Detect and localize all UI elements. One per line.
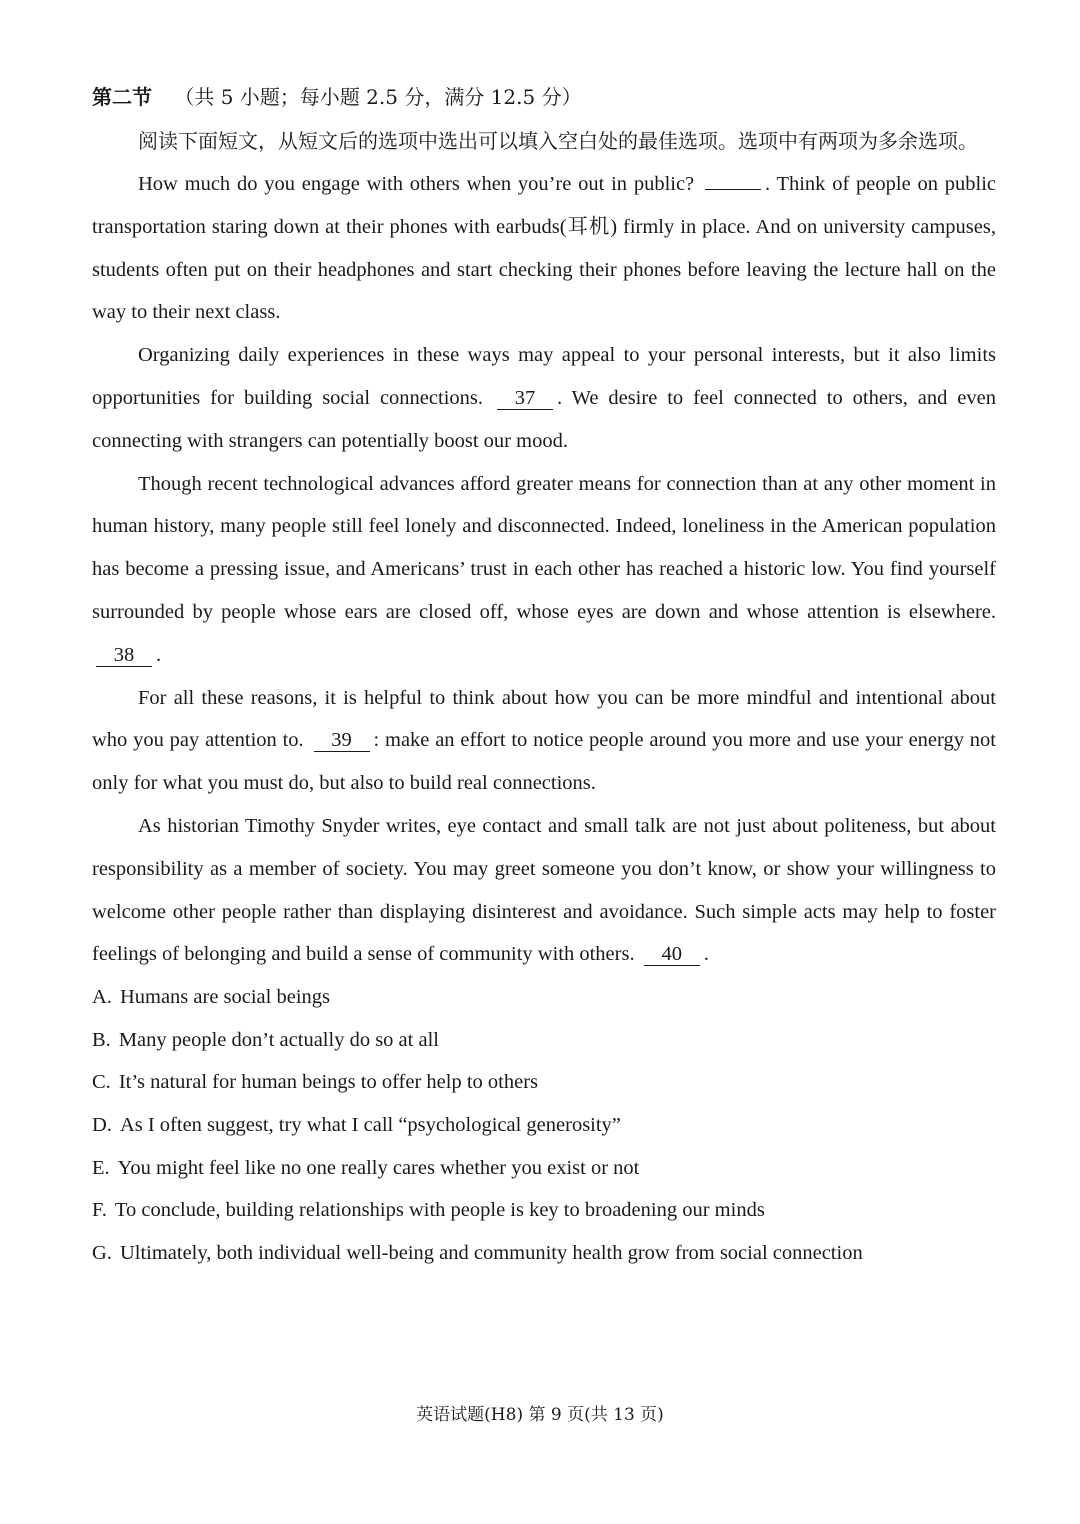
option-a [92, 976, 996, 1019]
option-e [92, 1147, 996, 1190]
blank-39: 39 [314, 729, 370, 752]
passage-paragraph-4 [92, 677, 996, 805]
option-text: You might feel like no one really cares whether you exist or not [117, 1156, 640, 1179]
option-text: Many people don’t actually do so at all [118, 1028, 439, 1051]
paragraph-5-text-before: As historian Timothy Snyder writes, eye contact and small talk are not just about politeness, but about responsibility as a member of society. You may greet someone you don’t know, or show your willingness to welcome other people rather than displaying disinterest and avoidance. Such simple acts may help to foster feelings of belonging and build a sense of community with others. [92, 814, 996, 966]
blank-37: 37 [497, 387, 553, 410]
passage-paragraph-3 [92, 463, 996, 677]
section-header [92, 80, 996, 114]
option-g [92, 1232, 996, 1275]
paragraph-3-text-before: Though recent technological advances afford greater means for connection than at any other moment in human history, many people still feel lonely and disconnected. Indeed, loneliness in the American population has become a pressing issue, and Americans’ trust in each other has reached a historic low. You find yourself surrounded by people whose ears are closed off, whose eyes are down and whose attention is elsewhere. [92, 472, 996, 623]
option-text: Ultimately, both individual well-being and community health grow from social connection [119, 1241, 863, 1264]
blank-40: 40 [644, 943, 700, 966]
passage-paragraph-1 [92, 163, 996, 334]
paragraph-2-text-after: . We desire to feel connected to others, and even connecting with strangers can potentially boost our mood. [92, 386, 997, 452]
option-f [92, 1189, 996, 1232]
paragraph-3-text-after: . [156, 643, 162, 666]
paragraph-5-text-after: . [703, 943, 709, 966]
option-letter: C. [92, 1071, 111, 1094]
paragraph-4-text-after: : make an effort to notice people around you more and use your energy not only for what you must do, but also to build real connections. [92, 729, 996, 795]
passage-paragraph-2 [92, 334, 996, 462]
passage-paragraph-5 [92, 805, 996, 976]
option-d [92, 1104, 996, 1147]
option-letter: A. [92, 986, 112, 1009]
option-b [92, 1019, 996, 1062]
option-letter: G. [92, 1241, 112, 1264]
blank-36 [705, 189, 761, 190]
paragraph-1-text-after: . Think of people on public transportation staring down at their phones with earbuds(耳机) firmly in place. And on university campuses, students often put on their headphones and start checking their phones before leaving the lecture hall on the way to their next class. [92, 173, 996, 324]
exam-page [92, 80, 996, 1274]
option-text: Humans are social beings [119, 986, 331, 1009]
option-letter: E. [92, 1156, 110, 1179]
option-c [92, 1061, 996, 1104]
paragraph-2-text-before: Organizing daily experiences in these ways may appeal to your personal interests, but it also limits opportunities for building social connections. [92, 344, 996, 409]
reading-passage [92, 163, 996, 976]
option-letter: B. [92, 1028, 111, 1051]
section-title: 第二节 [92, 85, 152, 109]
section-meta: （共 5 小题；每小题 2.5 分，满分 12.5 分） [174, 85, 582, 109]
paragraph-4-text-before: For all these reasons, it is helpful to think about how you can be more mindful and intentional about who you pay attention to. [92, 686, 996, 752]
blank-38: 38 [96, 644, 152, 667]
instruction-text: 阅读下面短文，从短文后的选项中选出可以填入空白处的最佳选项。选项中有两项为多余选项。 [138, 129, 978, 153]
page-footer: 英语试题(H8) 第 9 页(共 13 页) [416, 1405, 664, 1425]
option-text: As I often suggest, try what I call “psychological generosity” [119, 1113, 621, 1136]
option-letter: D. [92, 1113, 112, 1136]
answer-options [92, 976, 996, 1274]
option-letter: F. [92, 1199, 107, 1222]
option-text: It’s natural for human beings to offer help to others [118, 1071, 539, 1094]
paragraph-1-text-before: How much do you engage with others when you’re out in public? [138, 173, 695, 195]
option-text: To conclude, building relationships with people is key to broadening our minds [114, 1199, 765, 1222]
